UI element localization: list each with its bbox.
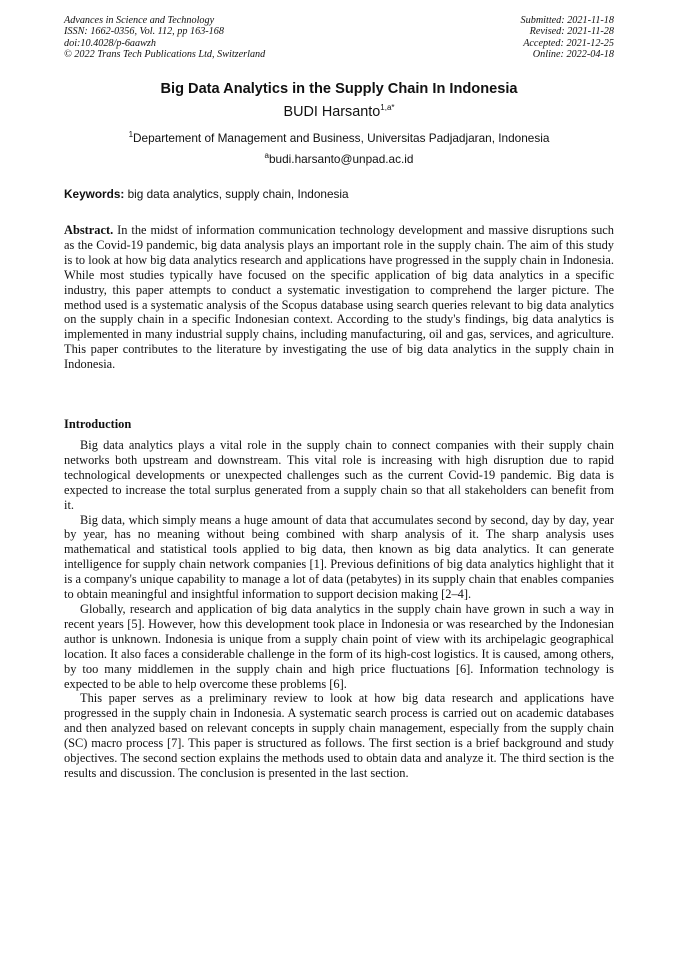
date-revised: Revised: 2021-11-28 xyxy=(529,26,614,38)
author-name: BUDI Harsanto xyxy=(283,104,381,120)
journal-header-right xyxy=(521,15,614,61)
journal-name: Advances in Science and Technology xyxy=(64,15,215,26)
body-paragraph: Big data analytics plays a vital role in the supply chain to connect companies with their supply chain networks both upstream and downstream. This vital role is increasing with high disruption due to rapid technological developments or unexpected challenges such as the current Covid-19 pandemic. Big data is expected to increase the total surplus generated from a supply chain so that all stakeholders can benefit from it. xyxy=(64,438,614,512)
abstract-label: Abstract. xyxy=(64,223,114,237)
author-line xyxy=(0,104,678,120)
affiliation-superscript: 1 xyxy=(128,130,134,140)
affiliation-text: Departement of Management and Business, Universitas Padjadjaran, Indonesia xyxy=(133,131,550,145)
date-online: Online: 2022-04-18 xyxy=(532,49,614,61)
journal-copyright: © 2022 Trans Tech Publications Ltd, Switzerland xyxy=(64,49,266,61)
keywords-label: Keywords: xyxy=(64,187,125,201)
body-paragraph: Big data, which simply means a huge amount of data that accumulates second by second, day by day, year by year, has no meaning without being combined with sharp analysis of it. The sharp analysis uses mathematical and statistical tools applied to big data, then known as big data analytics. It can generate intelligence for supply chain network companies [1]. Previous definitions of big data analytics highlight that it is a company's unique capability to manage a lot of data (petabytes) in its supply chain that enables companies to obtain meaningful and insightful information to support decision making [2–4]. xyxy=(64,512,614,602)
author-email[interactable]: budi.harsanto@unpad.ac.id xyxy=(268,152,414,166)
journal-header-left xyxy=(64,15,265,61)
journal-doi[interactable]: doi:10.4028/p-6aawzh xyxy=(64,37,156,49)
date-accepted: Accepted: 2021-12-25 xyxy=(523,37,614,49)
author-superscript: 1,a* xyxy=(380,103,395,113)
keywords-text: big data analytics, supply chain, Indonesia xyxy=(127,187,349,201)
introduction-body xyxy=(64,438,614,781)
body-paragraph: This paper serves as a preliminary review to look at how big data research and applications have progressed in the supply chain in Indonesia. A systematic search process is carried out on academic databases and then analyzed based on relevant concepts in supply chain management, especially from the supply chain (SC) macro process [7]. This paper is structured as follows. The first section is a brief background and study objectives. The second section explains the methods used to obtain data and analyze it. The third section is the results and discussion. The conclusion is presented in the last section. xyxy=(64,691,614,780)
affiliation-line xyxy=(0,131,678,145)
email-line xyxy=(0,152,678,166)
date-submitted: Submitted: 2021-11-18 xyxy=(520,15,614,26)
abstract xyxy=(64,223,614,372)
abstract-text: In the midst of information communication technology development and massive disruptions such as the Covid-19 pandemic, big data analysis plays an important role in the supply chain. The aim of this study is to look at how big data analytics research and applications have progressed in the supply chain in Indonesia. While most studies typically have focused on the specific application of big data analytics in a specific industry, this paper attempts to conduct a systematic investigation to comprehend the larger picture. The method used is a systematic analysis of the Scopus database using search queries relevant to big data analytics on the supply chain in a specific Indonesian context. According to the study's findings, big data analytics is implemented in many industrial supply chains, including manufacturing, oil and gas, services, and agriculture. This paper contributes to the literature by investigating the use of big data analytics in the supply chain in Indonesia. xyxy=(64,223,614,372)
journal-issn: ISSN: 1662-0356, Vol. 112, pp 163-168 xyxy=(64,26,224,38)
body-paragraph: Globally, research and application of big data analytics in the supply chain have grown in such a way in recent years [5]. However, how this development took place in Indonesia or was researched by the Indonesian author is unknown. Indonesia is unique from a supply chain point of view with its archipelagic geographical location. It also faces a considerable challenge in the form of its high-cost logistics. It is caused, among others, by too many middlemen in the supply chain and high price fluctuations [6]. Information technology is expected to be able to help overcome these problems [6]. xyxy=(64,601,614,691)
paper-title: Big Data Analytics in the Supply Chain In Indonesia xyxy=(160,81,518,97)
section-heading-introduction: Introduction xyxy=(64,417,132,431)
email-superscript: a xyxy=(264,151,269,161)
keywords-line xyxy=(64,187,614,201)
